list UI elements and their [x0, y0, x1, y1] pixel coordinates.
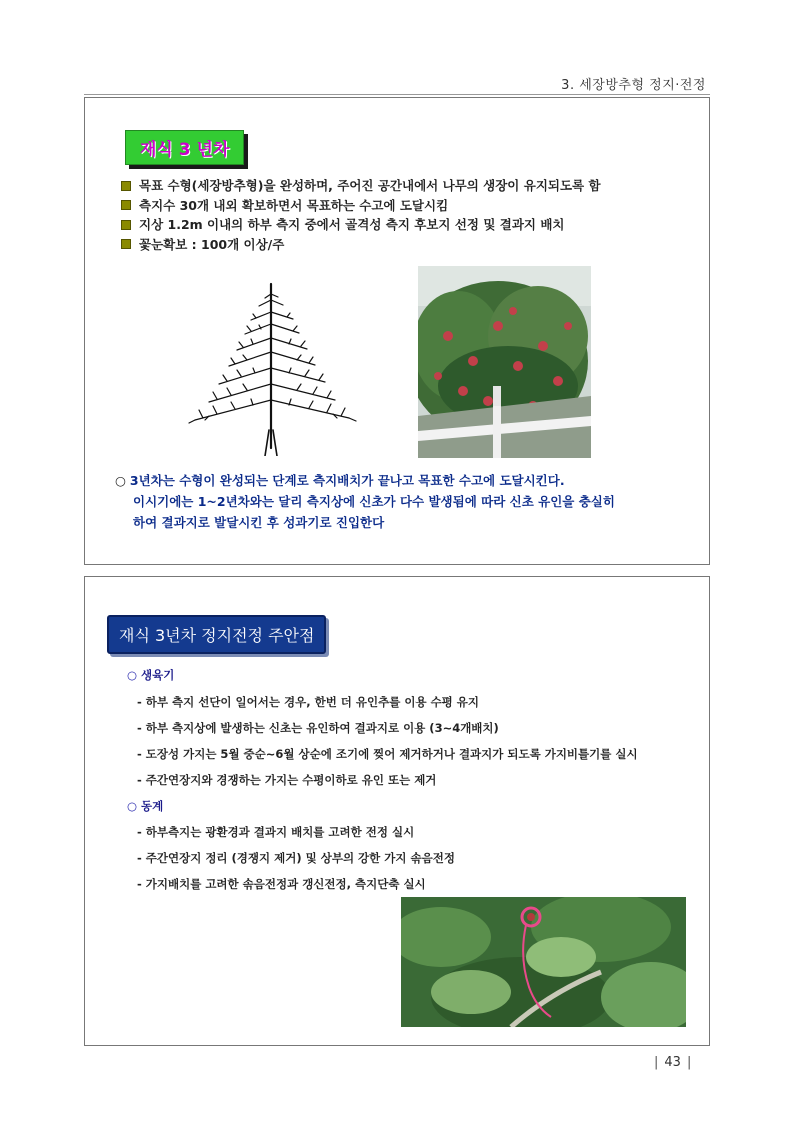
footer-separator: |: [654, 1055, 659, 1070]
goal-bullet-item: 측지수 30개 내외 확보하면서 목표하는 수고에 도달시킴: [121, 196, 601, 216]
page-footer: [648, 1055, 697, 1070]
growing-season-item: - 하부 측지상에 발생하는 신초는 유인하여 결과지로 이용 (3~4개배치): [137, 721, 499, 735]
growing-season-item: - 도장성 가지는 5월 중순~6월 상순에 조기에 찢어 제거하거나 결과지가 되도록 가지비틀기를 실시: [137, 747, 638, 761]
pruning-points-title: 재식 3년차 정지전정 주안점: [107, 615, 326, 654]
year3-summary: [115, 470, 695, 533]
goal-bullet-list: [121, 176, 601, 254]
goal-bullet-item: 꽃눈확보 : 100개 이상/주: [121, 235, 601, 255]
year3-badge: 재식 3 년차: [125, 130, 244, 165]
pruning-points-panel: [84, 576, 710, 1046]
goal-bullet-item: 목표 수형(세장방추형)을 완성하며, 주어진 공간내에서 나무의 생장이 유지되도록 함: [121, 176, 601, 196]
goal-bullet-item: 지상 1.2m 이내의 하부 측지 중에서 골격성 측지 후보지 선정 및 결과지 배치: [121, 215, 601, 235]
growing-season-item: - 주간연장지와 경쟁하는 가지는 수평이하로 유인 또는 제거: [137, 773, 437, 787]
square-bullet-icon: [121, 200, 131, 210]
header-rule: [84, 94, 710, 95]
summary-line: 하여 결과지로 발달시킨 후 성과기로 진입한다: [133, 515, 385, 530]
summary-line: 이시기에는 1~2년차와는 달리 측지상에 신초가 다수 발생됨에 따라 신초 유인을 충실히: [133, 494, 615, 509]
square-bullet-icon: [121, 239, 131, 249]
growing-season-item: - 하부 측지 선단이 일어서는 경우, 한번 더 유인추를 이용 수평 유지: [137, 695, 480, 709]
winter-item: - 가지배치를 고려한 솎음전정과 갱신전정, 측지단축 실시: [137, 877, 426, 891]
winter-item: - 하부측지는 광환경과 결과지 배치를 고려한 전정 실시: [137, 825, 415, 839]
summary-line: 3년차는 수형이 완성되는 단계로 측지배치가 끝나고 목표한 수고에 도달시킨다.: [129, 473, 565, 488]
circle-bullet: ○: [127, 668, 138, 682]
section-heading-growing-season: ○ 생육기: [127, 668, 175, 682]
year3-panel: [84, 97, 710, 565]
circle-bullet: ○: [127, 799, 138, 813]
square-bullet-icon: [121, 181, 131, 191]
footer-separator: |: [686, 1055, 692, 1070]
running-header: 3. 세장방추형 정지·전정: [561, 78, 706, 93]
page-number: 43: [664, 1055, 681, 1070]
shoot-training-photo: [401, 897, 686, 1027]
orchard-apple-tree-photo: [418, 266, 591, 458]
circle-bullet: ○: [115, 473, 126, 488]
section-heading-winter: ○ 동계: [127, 799, 164, 813]
square-bullet-icon: [121, 220, 131, 230]
spindle-tree-drawing: [181, 280, 361, 456]
winter-item: - 주간연장지 정리 (경쟁지 제거) 및 상부의 강한 가지 솎음전정: [137, 851, 455, 865]
